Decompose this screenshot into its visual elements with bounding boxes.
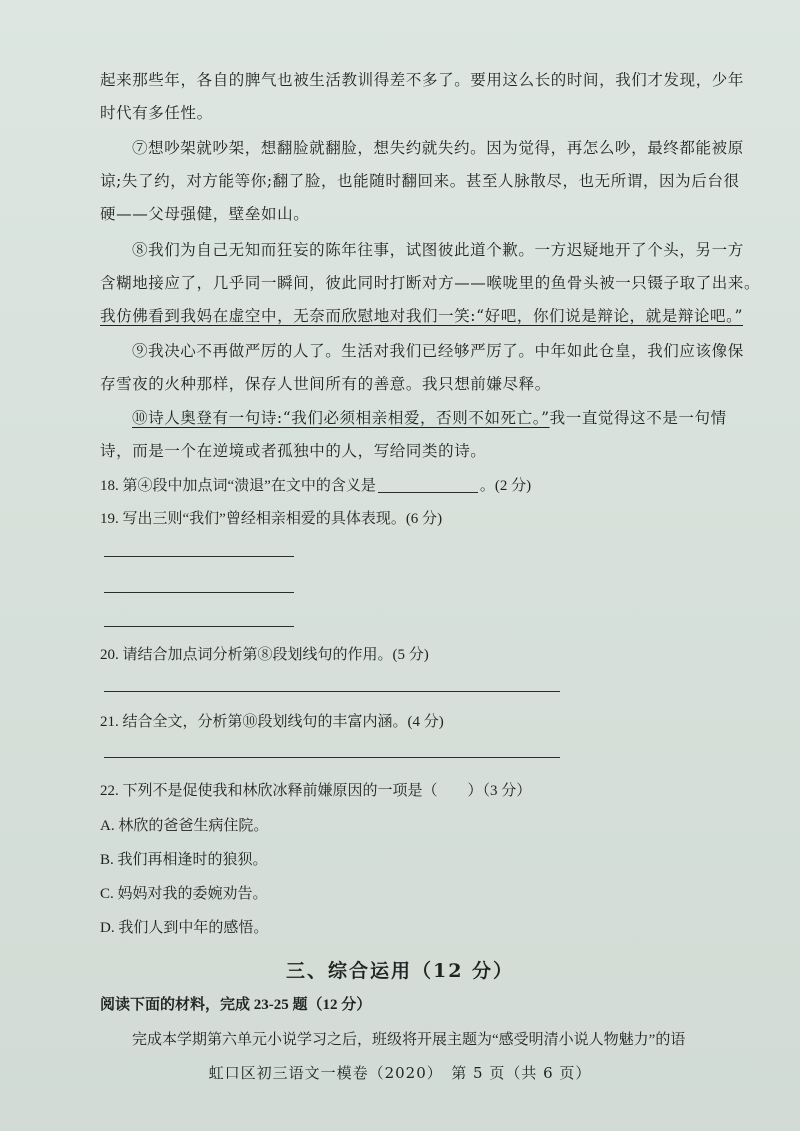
option-d: D. 我们人到中年的感悟。 <box>100 920 269 936</box>
question-22: 22. 下列不是促使我和林欣冰释前嫌原因的一项是（ ）（3 分） <box>100 783 532 799</box>
passage-line: 存雪夜的火种那样，保存人世间所有的善意。我只想前嫌尽释。 <box>100 375 551 393</box>
passage-line: 起来那些年，各自的脾气也被生活教训得差不多了。要用这么长的时间，我们才发现，少年 <box>100 71 745 89</box>
option-c: C. 妈妈对我的委婉劝告。 <box>100 886 268 902</box>
answer-blank-18[interactable] <box>378 492 478 493</box>
answer-blank-19-1[interactable] <box>104 556 294 557</box>
passage-line: 硬——父母强健，壁垒如山。 <box>100 205 310 223</box>
question-21: 21. 结合全文，分析第⑩段划线句的丰富内涵。(4 分) <box>100 714 444 730</box>
section-instruction: 阅读下面的材料，完成 23-25 题（12 分） <box>100 997 372 1013</box>
option-a: A. 林欣的爸爸生病住院。 <box>100 818 269 834</box>
page-footer: 虹口区初三语文一模卷（2020） 第 5 页（共 6 页） <box>208 1064 592 1082</box>
section-title: 三、综合运用（12 分） <box>285 960 515 982</box>
answer-blank-21[interactable] <box>104 757 560 758</box>
passage-line: 时代有多任性。 <box>100 104 213 122</box>
passage-paragraph-8: ⑧我们为自己无知而狂妄的陈年往事，试图彼此道个歉。一方迟疑地开了个头，另一方 <box>132 241 744 259</box>
passage-line: 含糊地接应了，几乎同一瞬间，彼此同时打断对方——喉咙里的鱼骨头被一只镊子取了出来。 <box>100 274 761 292</box>
passage-line: 诗，而是一个在逆境或者孤独中的人，写给同类的诗。 <box>100 442 487 460</box>
option-b: B. 我们再相逢时的狼狈。 <box>100 852 268 868</box>
passage-text: 我一直觉得这不是一句情 <box>549 409 727 427</box>
question-18 <box>100 474 531 495</box>
question-19: 19. 写出三则“我们”曾经相亲相爱的具体表现。(6 分) <box>100 511 443 527</box>
question-score: 。(2 分) <box>479 478 532 494</box>
answer-blank-19-2[interactable] <box>104 592 294 593</box>
underlined-sentence-8: 我仿佛看到我妈在虚空中，无奈而欣慰地对我们一笑:“好吧，你们说是辩论，就是辩论吧。” <box>100 307 744 325</box>
passage-paragraph-9: ⑨我决心不再做严厉的人了。生活对我们已经够严厉了。中年如此仓皇，我们应该像保 <box>132 342 744 360</box>
passage-paragraph-10 <box>132 406 727 428</box>
question-text: 18. 第④段中加点词“溃退”在文中的含义是 <box>100 478 376 494</box>
passage-paragraph-7: ⑦想吵架就吵架，想翻脸就翻脸，想失约就失约。因为觉得，再怎么吵，最终都能被原 <box>132 139 744 157</box>
underlined-sentence-10: ⑩诗人奥登有一句诗:“我们必须相亲相爱，否则不如死亡。” <box>132 409 550 427</box>
answer-blank-20[interactable] <box>104 691 560 692</box>
passage-line: 谅;失了约，对方能等你;翻了脸，也能随时翻回来。甚至人脉散尽，也无所谓，因为后台很 <box>100 172 740 190</box>
question-20: 20. 请结合加点词分析第⑧段划线句的作用。(5 分) <box>100 647 429 663</box>
section-intro: 完成本学期第六单元小说学习之后，班级将开展主题为“感受明清小说人物魅力”的语 <box>132 1032 686 1048</box>
answer-blank-19-3[interactable] <box>104 626 294 627</box>
